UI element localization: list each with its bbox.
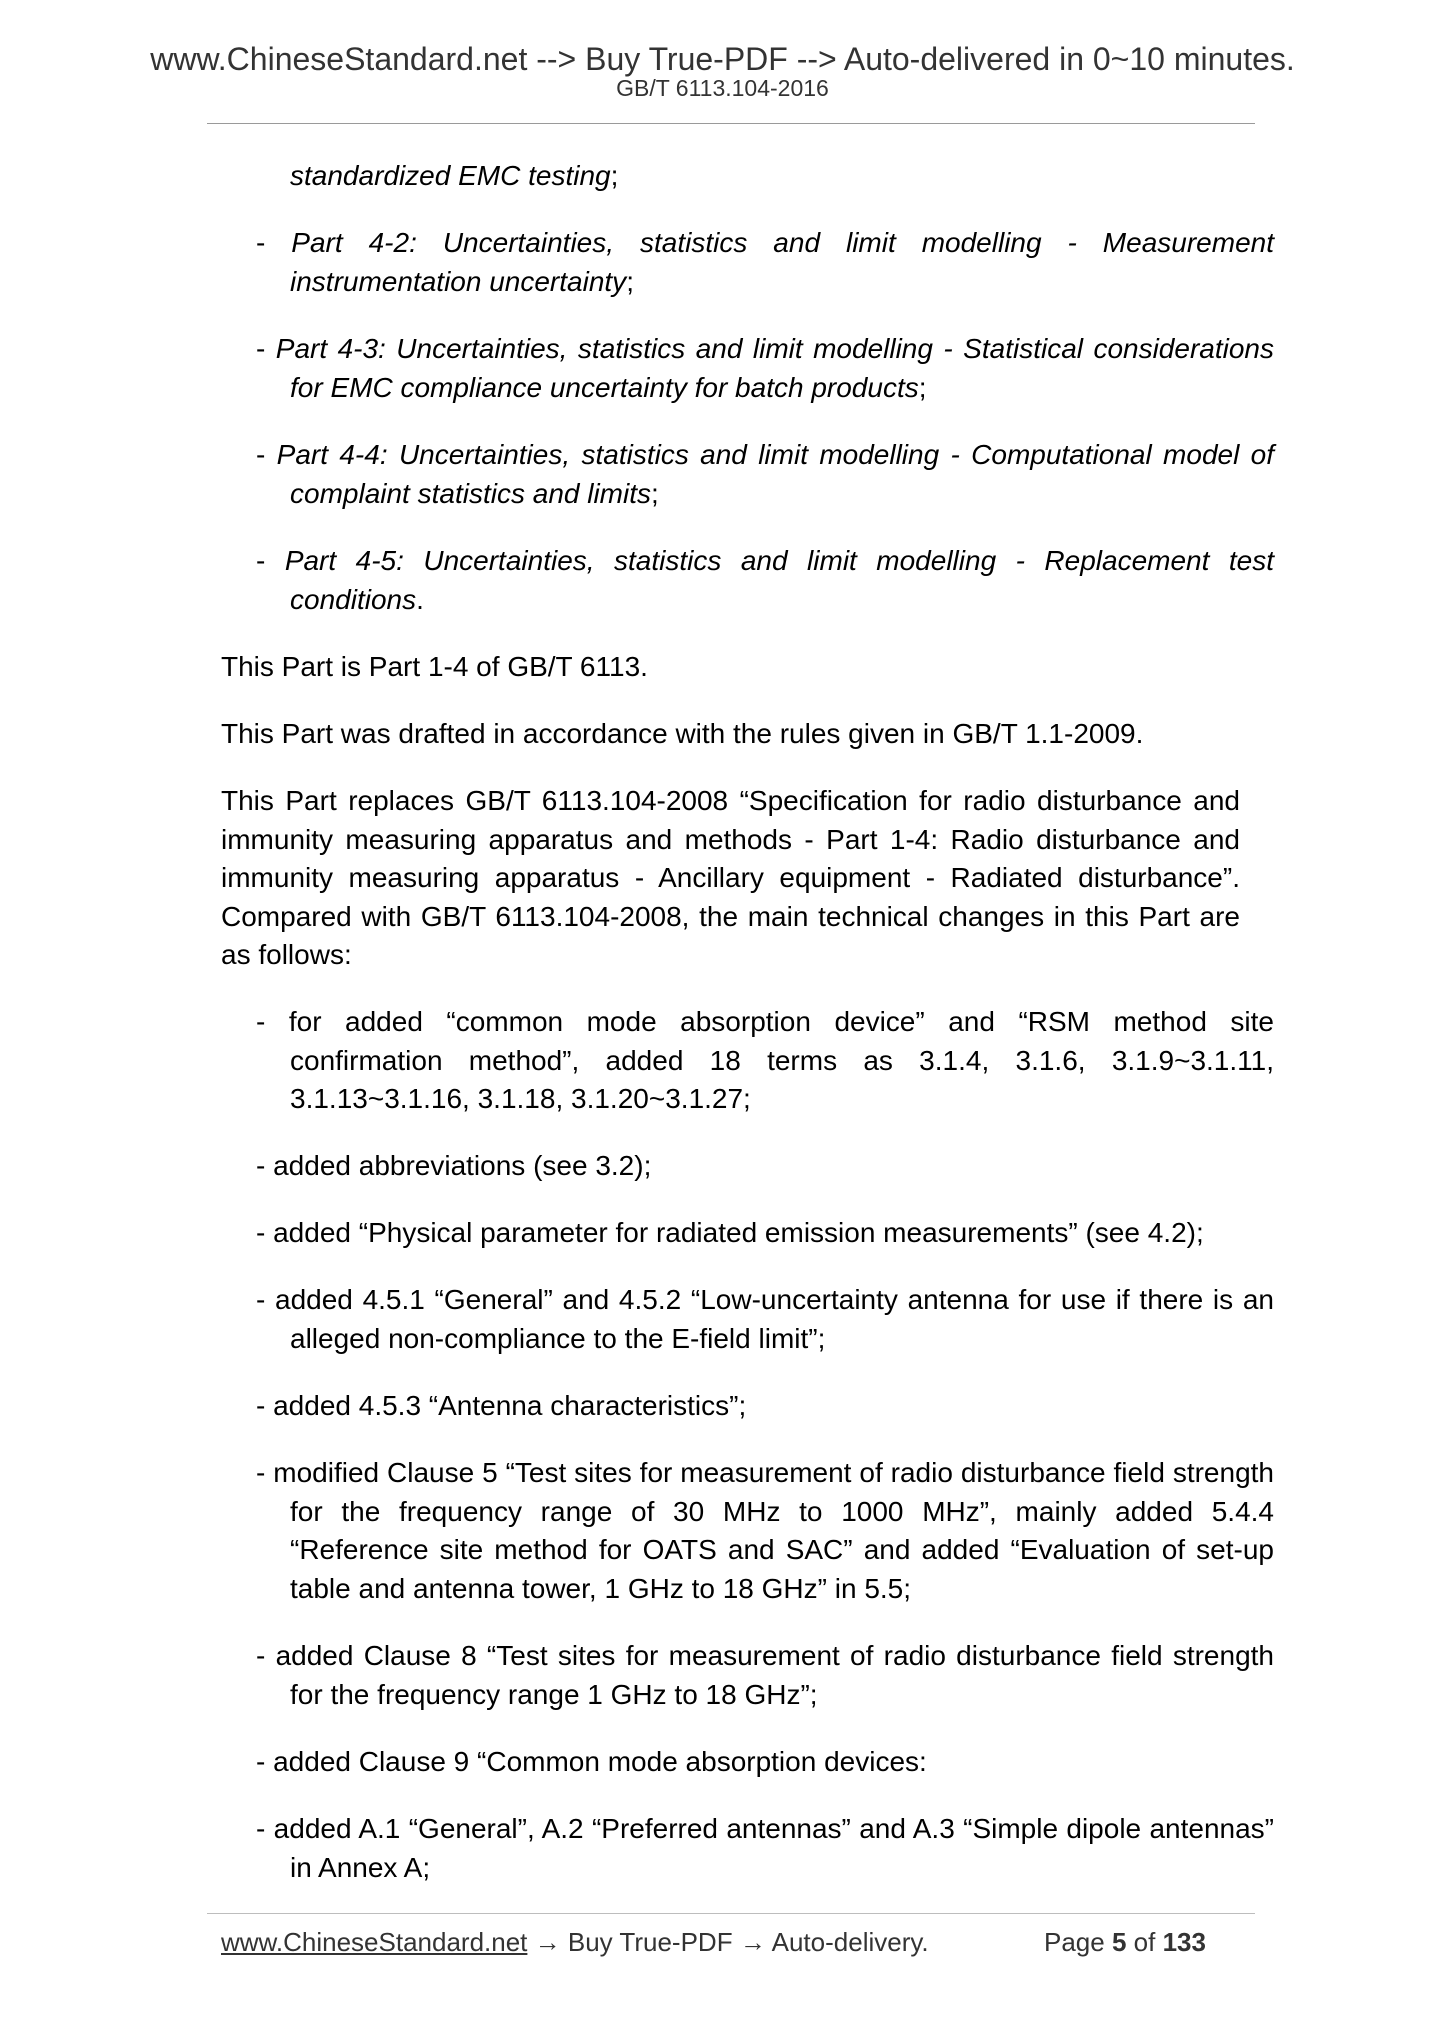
change-item-4-5-3: - added 4.5.3 “Antenna characteristics”; (256, 1390, 747, 1421)
list-item-part-4-4: - Part 4-4: Uncertainties, statistics and limit modelling - Computational model of complaint statistics and limits; (256, 439, 1275, 509)
arrow-icon: → (739, 1927, 766, 1957)
change-item-abbreviations: - added abbreviations (see 3.2); (256, 1150, 652, 1181)
change-item-clause-8: - added Clause 8 “Test sites for measurement of radio disturbance field strength for the frequency range 1 GHz to 18 GHz”; (256, 1640, 1274, 1710)
page-number: 5 (1111, 1927, 1127, 1957)
footer-delivery-text: Auto-delivery. (771, 1927, 929, 1957)
change-item-terms: - for added “common mode absorption device” and “RSM method site confirmation method”, added 18 terms as 3.1.4, 3.1.6, 3.1.9~3.1.11, 3.1.13~3.1.16, 3.1.18, 3.1.20~3.1.27; (256, 1006, 1274, 1114)
change-item-annex-a: - added A.1 “General”, A.2 “Preferred antennas” and A.3 “Simple dipole antennas” in Annex A; (256, 1813, 1274, 1883)
part-4-4-text: Part 4-4: Uncertainties, statistics and limit modelling - Computational model of complaint statistics and limits (276, 439, 1275, 509)
header-divider (207, 123, 1255, 124)
footer-promo (221, 1922, 929, 1962)
footer-buy-text: Buy True-PDF (567, 1927, 733, 1957)
of-label: of (1133, 1927, 1156, 1957)
change-item-clause-9: - added Clause 9 “Common mode absorption devices: (256, 1746, 927, 1777)
paragraph-part-of: This Part is Part 1-4 of GB/T 6113. (221, 651, 648, 682)
page-label: Page (1044, 1927, 1105, 1957)
paragraph-drafted: This Part was drafted in accordance with the rules given in GB/T 1.1-2009. (221, 718, 1144, 749)
change-item-clause-5: - modified Clause 5 “Test sites for measurement of radio disturbance field strength for the frequency range of 30 MHz to 1000 MHz”, mainly added 5.4.4 “Reference site method for OATS and SAC” and added “Evaluation of set-up table and antenna tower, 1 GHz to 18 GHz” in 5.5; (256, 1457, 1274, 1604)
footer-site-link[interactable]: www.ChineseStandard.net (221, 1927, 528, 1957)
standard-code: GB/T 6113.104-2016 (616, 75, 829, 101)
part-4-5-text: Part 4-5: Uncertainties, statistics and limit modelling - Replacement test conditions (284, 545, 1274, 615)
arrow-icon: → (534, 1927, 561, 1957)
footer-divider (207, 1913, 1255, 1914)
page-indicator (1044, 1922, 1206, 1962)
part-4-1-tail-punct: ; (610, 160, 619, 191)
header-banner: www.ChineseStandard.net --> Buy True-PDF --> Auto-delivered in 0~10 minutes. (150, 41, 1295, 77)
paragraph-replaces: This Part replaces GB/T 6113.104-2008 “Specification for radio disturbance and immunity measuring apparatus and methods - Part 1-4: Radio disturbance and immunity measuring apparatus - Ancillary equipment - Radiated disturbance”. Compared with GB/T 6113.104-2008, the main technical changes in this Part are as follows: (221, 785, 1240, 970)
list-item-part-4-5: - Part 4-5: Uncertainties, statistics and limit modelling - Replacement test conditions. (256, 545, 1274, 615)
part-4-3-text: Part 4-3: Uncertainties, statistics and limit modelling - Statistical considerations for EMC compliance uncertainty for batch products (275, 333, 1274, 403)
list-item-part-4-3: - Part 4-3: Uncertainties, statistics and limit modelling - Statistical considerations for EMC compliance uncertainty for batch products; (256, 333, 1274, 403)
total-pages: 133 (1162, 1927, 1206, 1957)
change-item-physical-parameter: - added “Physical parameter for radiated emission measurements” (see 4.2); (256, 1217, 1204, 1248)
part-4-2-text: Part 4-2: Uncertainties, statistics and limit modelling - Measurement instrumentation uncertainty (290, 227, 1274, 297)
change-item-4-5-1: - added 4.5.1 “General” and 4.5.2 “Low-uncertainty antenna for use if there is an alleged non-compliance to the E-field limit”; (256, 1284, 1274, 1354)
part-4-1-tail-text: standardized EMC testing (290, 160, 611, 191)
paragraph-part-4-1-tail (290, 157, 1240, 196)
list-item-part-4-2: - Part 4-2: Uncertainties, statistics and limit modelling - Measurement instrumentation uncertainty; (256, 227, 1274, 297)
